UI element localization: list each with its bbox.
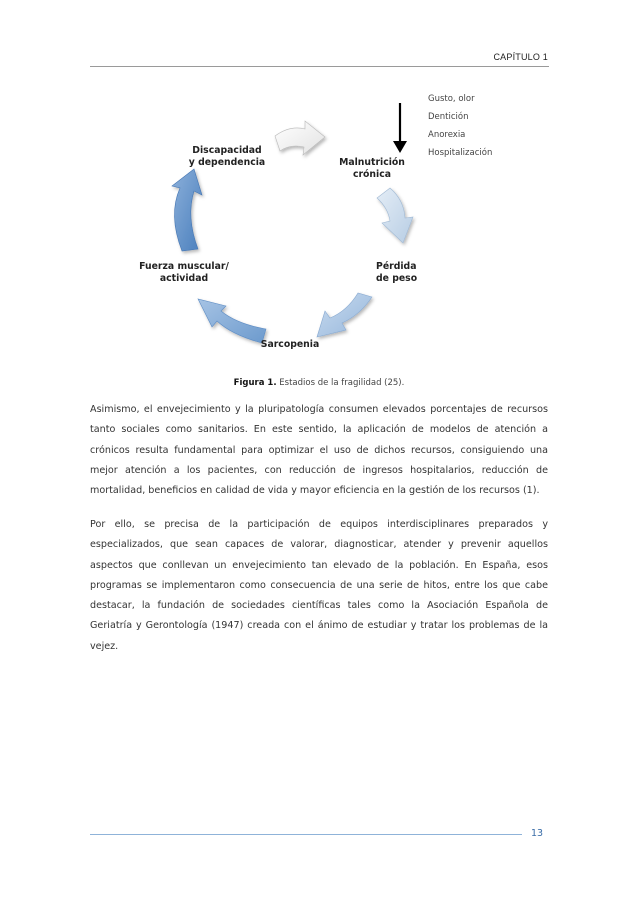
paragraph-1: Asimismo, el envejecimiento y la pluripatología consumen elevados porcentajes de recursos tanto sociales como sanitarios. En este sentido, la aplicación de modelos de atención a crónicos resulta fundamental para optimizar el uso de dichos recursos, consiguiendo una mejor atención a los pacientes, con reducción de ingresos hospitalarios, reducción de mortalidad, beneficios en calidad de vida y mayor eficiencia en la gestión de los recursos (1). bbox=[90, 404, 548, 497]
node-perdida-line2: de peso bbox=[376, 273, 418, 284]
node-discapacidad-line1: Discapacidad bbox=[192, 145, 262, 156]
header-divider bbox=[90, 66, 549, 67]
cycle-arrow-lower-right bbox=[317, 293, 372, 337]
paragraph-2: Por ello, se precisa de la participación de equipos interdisciplinares preparados y especializados, que sean capaces de valorar, diagnosticar, atender y prevenir aquellos aspectos que conllevan un envejecimiento tan elevado de la población. En España, esos programas se implementaron como consecuencia de una serie de hitos, entre los que cabe destacar, la fundación de sociedades científicas tales como la Asociación Española de Geriatría y Gerontología (1947) creada con el ánimo de estudiar y tratar los problemas de la vejez. bbox=[90, 519, 548, 652]
factors-arrow-head bbox=[393, 141, 407, 153]
page-number: 13 bbox=[531, 828, 544, 839]
node-discapacidad-line2: y dependencia bbox=[188, 157, 266, 168]
node-perdida-line1: Pérdida bbox=[376, 261, 417, 272]
chapter-header: CAPÍTULO 1 bbox=[493, 52, 548, 62]
cycle-arrow-top bbox=[275, 121, 325, 155]
node-fuerza-line2: actividad bbox=[159, 273, 209, 284]
figure-caption bbox=[0, 378, 638, 388]
factor-hospitalizacion: Hospitalización bbox=[428, 148, 493, 158]
node-sarcopenia: Sarcopenia bbox=[260, 339, 320, 350]
node-malnutricion-line1: Malnutrición bbox=[339, 157, 405, 168]
node-fuerza-line1: Fuerza muscular/ bbox=[139, 261, 229, 272]
factor-gusto: Gusto, olor bbox=[428, 94, 475, 104]
frailty-cycle-diagram bbox=[120, 85, 520, 375]
cycle-arrow-lower-left bbox=[198, 299, 266, 343]
footer-divider bbox=[90, 834, 522, 835]
figure-caption-label: Figura 1. bbox=[233, 378, 277, 388]
factor-denticion: Dentición bbox=[428, 112, 469, 122]
cycle-arrow-left bbox=[172, 169, 202, 251]
cycle-arrow-right bbox=[377, 188, 413, 243]
node-malnutricion-line2: crónica bbox=[352, 169, 392, 180]
frailty-cycle-figure bbox=[120, 85, 520, 375]
figure-caption-text: Estadios de la fragilidad (25). bbox=[276, 378, 405, 388]
factor-anorexia: Anorexia bbox=[428, 130, 466, 140]
